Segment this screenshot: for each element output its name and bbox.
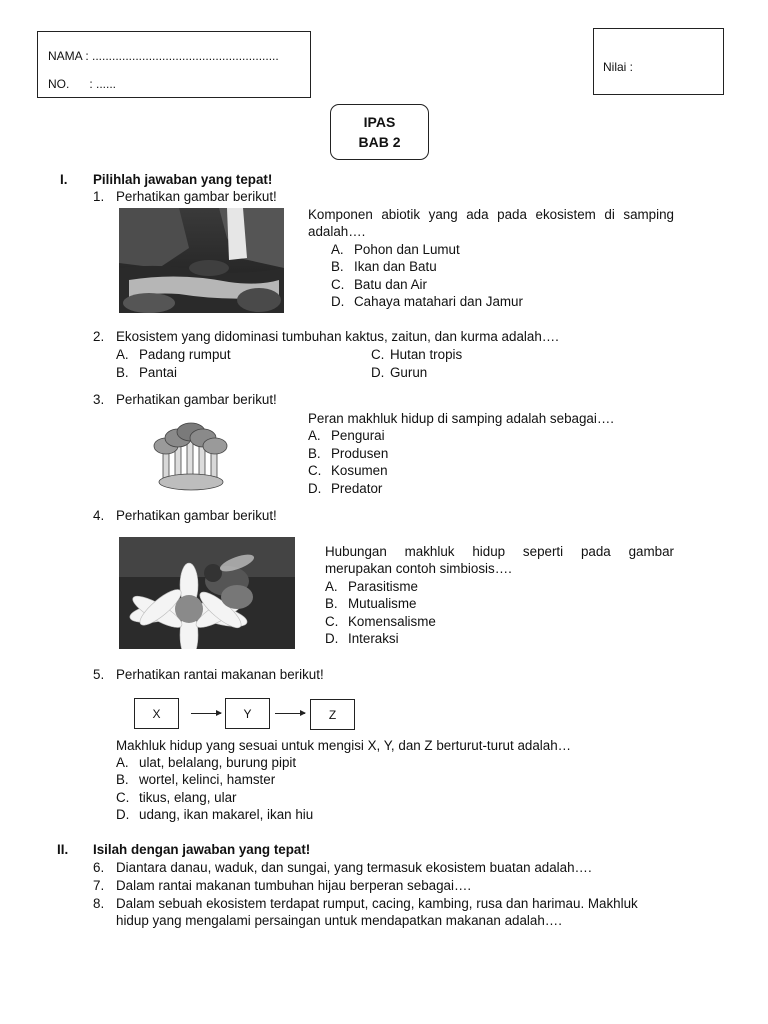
q3-option-b[interactable]: Produsen <box>331 446 389 461</box>
q4-option-c[interactable]: Komensalisme <box>348 614 436 629</box>
score-box <box>593 28 724 95</box>
q4-text-line2: merupakan contoh simbiosis…. <box>325 561 512 576</box>
q5-option-c-letter: C. <box>116 790 130 805</box>
q4-option-a-letter: A. <box>325 579 338 594</box>
q1-text-line2: adalah…. <box>308 224 366 239</box>
q6-text: Diantara danau, waduk, dan sungai, yang termasuk ekosistem buatan adalah…. <box>116 860 592 875</box>
bee-flower-image <box>119 537 295 649</box>
q2-option-b-letter: B. <box>116 365 129 380</box>
q1-option-a-letter: A. <box>331 242 344 257</box>
number-field-label: NO. : ...... <box>48 77 117 91</box>
q5-option-c[interactable]: tikus, elang, ular <box>139 790 237 805</box>
chain-box-y: Y <box>225 698 270 729</box>
q1-option-b-letter: B. <box>331 259 344 274</box>
q4-option-c-letter: C. <box>325 614 339 629</box>
q7-text: Dalam rantai makanan tumbuhan hijau berperan sebagai…. <box>116 878 472 893</box>
q8-text-line1: Dalam sebuah ekosistem terdapat rumput, cacing, kambing, rusa dan harimau. Makhluk <box>116 896 638 911</box>
chain-arrow-2 <box>275 713 305 714</box>
q5-option-a[interactable]: ulat, belalang, burung pipit <box>139 755 297 770</box>
q4-text-line1: Hubungan makhluk hidup seperti pada gambar <box>325 544 674 559</box>
q1-option-b[interactable]: Ikan dan Batu <box>354 259 437 274</box>
q3-option-d-letter: D. <box>308 481 322 496</box>
subject-title: IPAS <box>363 114 396 130</box>
q2-option-d-letter: D. <box>371 365 385 380</box>
identity-box <box>37 31 311 98</box>
q4-option-a[interactable]: Parasitisme <box>348 579 418 594</box>
q3-option-a[interactable]: Pengurai <box>331 428 385 443</box>
q1-option-d-letter: D. <box>331 294 345 309</box>
q7-number: 7. <box>93 878 105 893</box>
q6-number: 6. <box>93 860 105 875</box>
q3-text-line1: Peran makhluk hidup di samping adalah sebagai…. <box>308 411 614 426</box>
q2-option-b[interactable]: Pantai <box>139 365 177 380</box>
q8-number: 8. <box>93 896 105 911</box>
name-field-label: NAMA : ........................................................ <box>48 49 279 63</box>
section1-numeral: I. <box>60 172 68 187</box>
q1-option-a[interactable]: Pohon dan Lumut <box>354 242 460 257</box>
q3-prompt: Perhatikan gambar berikut! <box>116 392 277 407</box>
chapter-title: BAB 2 <box>358 134 401 150</box>
q3-option-c[interactable]: Kosumen <box>331 463 388 478</box>
q8-text-line2: hidup yang mengalami persaingan untuk mendapatkan makanan adalah…. <box>116 913 562 928</box>
waterfall-image <box>119 208 284 313</box>
section2-numeral: II. <box>57 842 69 857</box>
q1-prompt: Perhatikan gambar berikut! <box>116 189 277 204</box>
q3-option-b-letter: B. <box>308 446 321 461</box>
chain-box-z: Z <box>310 699 355 730</box>
q4-number: 4. <box>93 508 105 523</box>
q5-option-d[interactable]: udang, ikan makarel, ikan hiu <box>139 807 314 822</box>
q3-number: 3. <box>93 392 105 407</box>
mushroom-image <box>145 416 237 492</box>
q2-option-a-letter: A. <box>116 347 129 362</box>
q5-number: 5. <box>93 667 105 682</box>
q4-prompt: Perhatikan gambar berikut! <box>116 508 277 523</box>
q4-option-b-letter: B. <box>325 596 338 611</box>
q2-option-c[interactable]: Hutan tropis <box>390 347 463 362</box>
q1-option-c[interactable]: Batu dan Air <box>354 277 427 292</box>
q3-option-d[interactable]: Predator <box>331 481 383 496</box>
section1-title: Pilihlah jawaban yang tepat! <box>93 172 273 187</box>
subject-badge <box>330 104 429 160</box>
q3-option-a-letter: A. <box>308 428 321 443</box>
q1-number: 1. <box>93 189 105 204</box>
q4-option-d[interactable]: Interaksi <box>348 631 399 646</box>
q5-text-line1: Makhluk hidup yang sesuai untuk mengisi X, Y, dan Z berturut-turut adalah… <box>116 738 572 753</box>
chain-box-x: X <box>134 698 179 729</box>
q1-option-d[interactable]: Cahaya matahari dan Jamur <box>354 294 523 309</box>
q3-option-c-letter: C. <box>308 463 322 478</box>
q4-option-b[interactable]: Mutualisme <box>348 596 417 611</box>
section2-title: Isilah dengan jawaban yang tepat! <box>93 842 311 857</box>
q5-option-b-letter: B. <box>116 772 129 787</box>
q2-prompt: Ekosistem yang didominasi tumbuhan kaktus, zaitun, dan kurma adalah…. <box>116 329 559 344</box>
q1-option-c-letter: C. <box>331 277 345 292</box>
q5-option-a-letter: A. <box>116 755 129 770</box>
q2-option-d[interactable]: Gurun <box>390 365 428 380</box>
q4-option-d-letter: D. <box>325 631 339 646</box>
score-label: Nilai : <box>603 60 634 74</box>
chain-arrow-1 <box>191 713 221 714</box>
q5-option-d-letter: D. <box>116 807 130 822</box>
q2-option-c-letter: C. <box>371 347 385 362</box>
q2-number: 2. <box>93 329 105 344</box>
q2-option-a[interactable]: Padang rumput <box>139 347 231 362</box>
q1-text-line1: Komponen abiotik yang ada pada ekosistem di samping <box>308 207 674 222</box>
q5-prompt: Perhatikan rantai makanan berikut! <box>116 667 324 682</box>
q5-option-b[interactable]: wortel, kelinci, hamster <box>139 772 276 787</box>
